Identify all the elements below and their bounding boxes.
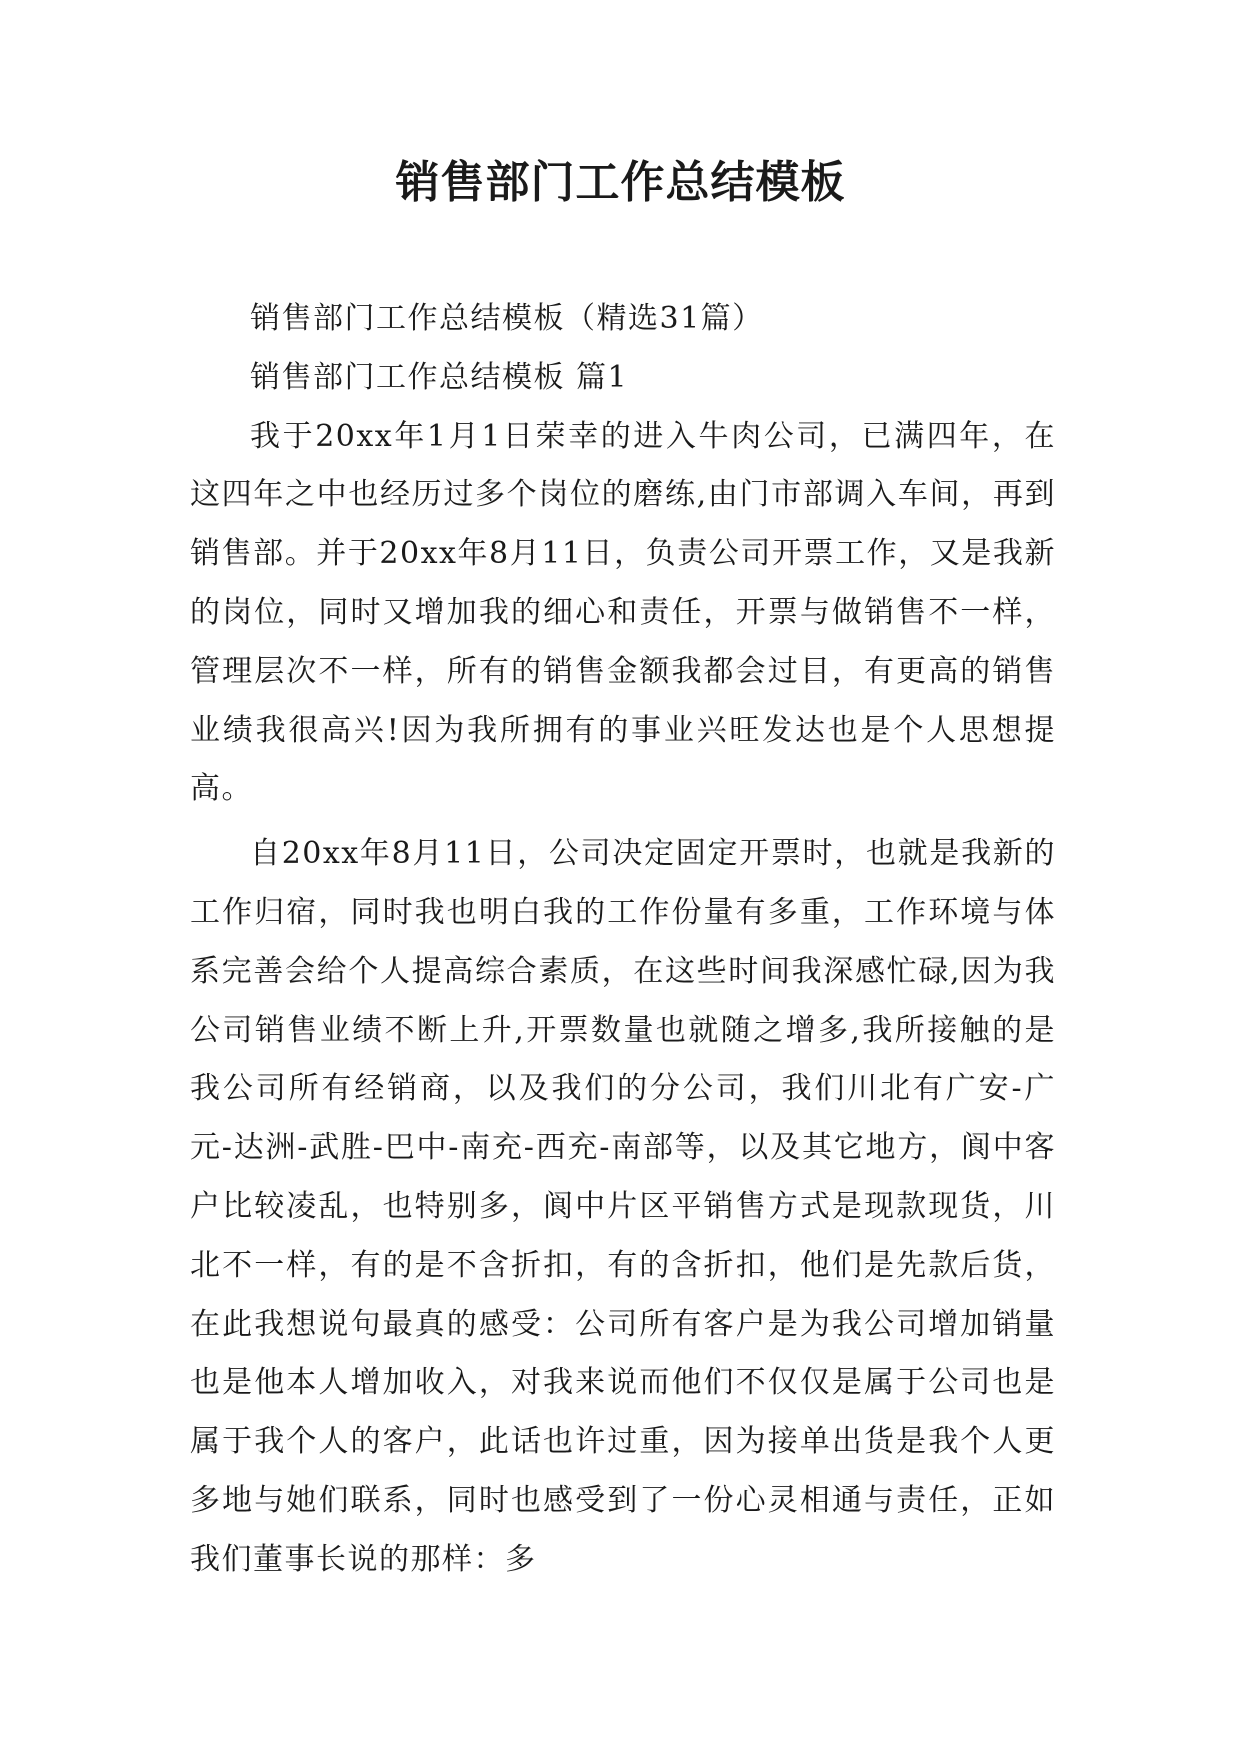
section-heading: 销售部门工作总结模板 篇1 bbox=[250, 359, 629, 395]
body-paragraph-1: 我于20xx年1月1日荣幸的进入牛肉公司，已满四年，在这四年之中也经历过多个岗位的磨练,由门市部调入车间，再到销售部。并于20xx年8月11日，负责公司开票工作，又是我新的岗位，同时又增加我的细心和责任，开票与做销售不一样，管理层次不一样，所有的销售金额我都会过目，有更高的销售业绩我很高兴!因为我所拥有的事业兴旺发达也是个人思想提高。 bbox=[190, 418, 1056, 807]
document-subtitle: 销售部门工作总结模板（精选31篇） bbox=[250, 301, 764, 336]
body-paragraph-2: 自20xx年8月11日，公司决定固定开票时，也就是我新的工作归宿，同时我也明白我的工作份量有多重，工作环境与体系完善会给个人提高综合素质，在这些时间我深感忙碌,因为我公司销售业绩不断上升,开票数量也就随之增多,我所接触的是我公司所有经销商，以及我们的分公司，我们川北有广安-广元-达洲-武胜-巴中-南充-西充-南部等，以及其它地方，阆中客户比较凌乱，也特别多，阆中片区平销售方式是现款现货，川北不一样，有的是不含折扣，有的含折扣，他们是先款后货，在此我想说句最真的感受：公司所有客户是为我公司增加销量也是他本人增加收入，对我来说而他们不仅仅是属于公司也是属于我个人的客户，此话也许过重，因为接单出货是我个人更多地与她们联系，同时也感受到了一份心灵相通与责任，正如我们董事长说的那样：多 bbox=[190, 836, 1056, 1577]
document-body bbox=[190, 290, 1056, 1596]
document-title: 销售部门工作总结模板 bbox=[395, 157, 846, 208]
